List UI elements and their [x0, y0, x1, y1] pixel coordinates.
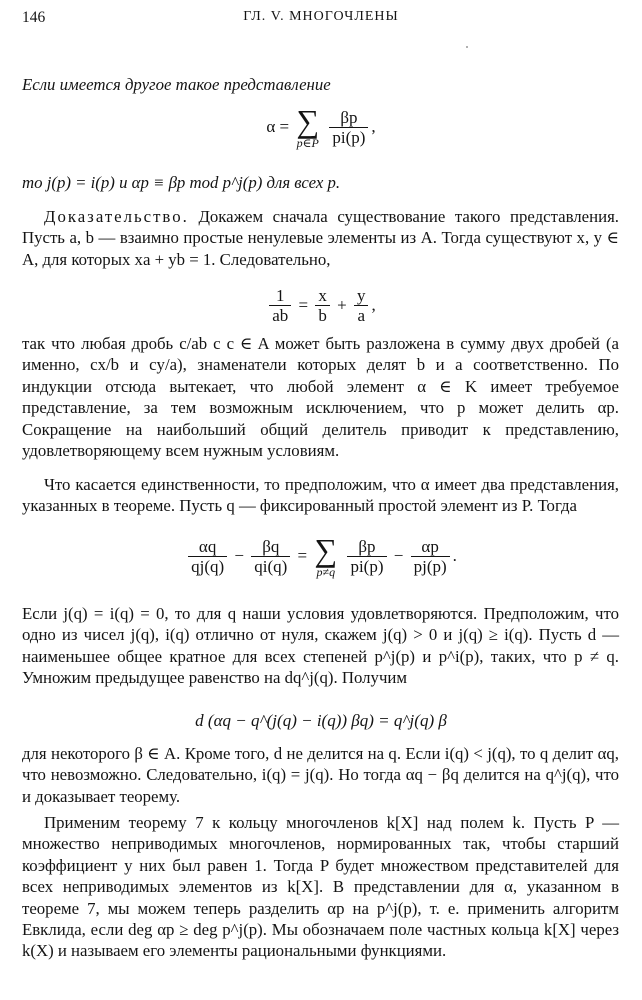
para-six	[22, 812, 619, 962]
f2-lhs-num: 1	[269, 287, 291, 306]
formula-difference: $\frac{\alpha q}{qj(q)}$ − $\frac{\beta q}{qi(q)}$ = ∑ p≠q $\frac{\beta p}{pi(p)}$ − $\frac{\alpha p}{pj(p)}$ .	[0, 535, 642, 579]
proof-continuation	[22, 333, 619, 461]
f2-lhs	[269, 287, 291, 326]
formula-representation: α = ∑ p∈P $\frac{\beta p}{pi(p)}$ ,	[266, 103, 376, 150]
f3-d-num: αp	[411, 538, 450, 557]
para4-text: Если j(q) = i(q) = 0, то для q наши условия удовлетворяются. Предположим, что одно из чисел j(q), i(q) отлично от нуля, скажем j(q) > 0 и j(q) ≥ i(q). Пусть d — наименьшее общее кратное для всех степеней p^j(p) и p^i(p), таких, что p ≠ q. Умножим предыдущее равенство на dq^j(q). Получим	[22, 604, 619, 688]
proof-paragraph	[22, 206, 619, 270]
proof-p1-start: Докажем сначала существование такого представления. Пусть a, b — взаимно простые ненулевые элементы из A. Тогда существуют x, y ∈ A, для которых xa + yb = 1. Следовательно,	[22, 207, 619, 269]
f1-den: pi(p)	[332, 127, 366, 147]
uniqueness-paragraph	[22, 474, 619, 517]
intro-text: Если имеется другое такое представление	[22, 75, 331, 94]
para-four	[22, 603, 619, 689]
f3-sum-sign: ∑ p≠q	[314, 532, 338, 579]
f3-c	[347, 538, 386, 577]
para5-text: для некоторого β ∈ A. Кроме того, d не делится на q. Если i(q) < j(q), то q делит αq, что невозможно. Следовательно, i(q) = j(q). Но тогда αq − βq делится на q^j(q), что и доказывает теорему.	[22, 744, 619, 806]
f3-a	[188, 538, 227, 577]
f1-fraction	[329, 109, 368, 148]
running-header	[22, 9, 620, 31]
f3-d	[411, 538, 450, 577]
f4-text: d (αq − q^(j(q) − i(q)) βq) = q^j(q) β	[195, 711, 447, 730]
f1-num: βp	[329, 109, 368, 128]
f1-lhs: α =	[266, 116, 290, 136]
f3-a-den: qj(q)	[191, 556, 225, 576]
f3-c-den: pi(p)	[350, 556, 384, 576]
f2-term1	[315, 287, 330, 326]
chapter-title: ГЛ. V. МНОГОЧЛЕНЫ	[243, 9, 399, 24]
f2-t1-den: b	[318, 306, 327, 325]
f2-t2-num: y	[354, 287, 369, 306]
para-five	[22, 743, 619, 807]
statement-text: то j(p) = i(p) и αp ≡ βp mod p^j(p) для всех p.	[22, 173, 341, 192]
f2-t2-den: a	[357, 306, 365, 325]
para6-text: Применим теорему 7 к кольцу многочленов k[X] над полем k. Пусть P — множество неприводимых многочленов, нормированных так, чтобы старший коэффициент у них был равен 1. Тогда P будет множеством представителей для всех неприводимых элементов из k[X]. В представлении для α, указанном в теореме 7, мы можем теперь разделить αp на p^j(p), т. е. применить алгоритм Евклида, если deg αp ≥ deg p^j(p). Мы обозначаем поле частных кольца k[X] через k(X) и называем его элементы рациональными функциями.	[22, 813, 619, 961]
f3-sum-index: p≠q	[316, 565, 336, 579]
speck	[466, 46, 468, 48]
f2-t1-num: x	[315, 287, 330, 306]
sum-sign: ∑ p∈P	[296, 103, 320, 150]
statement-line	[22, 172, 619, 193]
uniqueness-text: Что касается единственности, то предположим, что α имеет два представления, указанных в теореме. Пусть q — фиксированный простой элемент из P. Тогда	[22, 475, 619, 516]
f2-lhs-den: ab	[272, 306, 289, 325]
proof-label: Доказательство.	[44, 207, 189, 226]
formula-bezout: $\frac{1}{ab}$ = $\frac{x}{b}$ + $\frac{y}{a}$ ,	[0, 287, 642, 326]
f3-b-den: qi(q)	[254, 556, 288, 576]
proof-p1-end: так что любая дробь c/ab с c ∈ A может быть разложена в сумму двух дробей (а именно, cx/b и cy/a), знаменатели которых делят b и a соответственно. По индукции отсюда вытекает, что любой элемент α ∈ K имеет требуемое представление, за тем возможным исключением, что p может делить αp. Сокращение на наибольший общий делитель приводит к представлению, удовлетворяющему всем нужным условиям.	[22, 334, 619, 461]
proof-text	[22, 206, 619, 270]
f3-b	[251, 538, 290, 577]
f3-b-num: βq	[251, 538, 290, 557]
f1-sum-index: p∈P	[296, 136, 319, 150]
formula-multiplied	[0, 711, 642, 731]
intro-line	[22, 74, 619, 95]
f3-c-num: βp	[347, 538, 386, 557]
f3-a-num: αq	[188, 538, 227, 557]
f2-term2	[354, 287, 369, 326]
f3-d-den: pj(p)	[413, 556, 447, 576]
page-number: 146	[22, 9, 46, 26]
